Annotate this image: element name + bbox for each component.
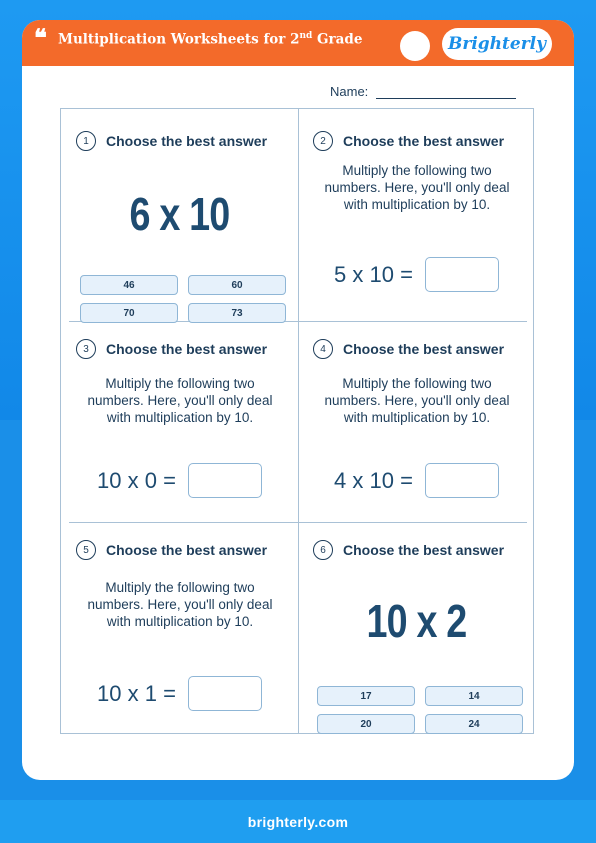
answer-choices bbox=[80, 275, 286, 323]
question-title: Choose the best answer bbox=[106, 133, 268, 149]
question-6 bbox=[298, 522, 535, 735]
quote-icon: ❝ bbox=[34, 23, 47, 52]
question-5 bbox=[61, 522, 298, 735]
question-instructions: Multiply the following two numbers. Here, you'll only deal with multiplication by 10. bbox=[87, 580, 273, 629]
equation-text: 10 x 1 = bbox=[97, 680, 176, 706]
question-number: 2 bbox=[313, 131, 333, 151]
question-number: 4 bbox=[313, 339, 333, 359]
answer-input-box[interactable] bbox=[425, 463, 499, 498]
question-1 bbox=[61, 109, 298, 321]
equation-text: 5 x 10 = bbox=[334, 261, 413, 287]
name-input-line[interactable] bbox=[376, 86, 516, 99]
question-instructions: Multiply the following two numbers. Here, you'll only deal with multiplication by 10. bbox=[324, 163, 510, 212]
brighterly-logo[interactable] bbox=[442, 28, 552, 60]
question-title: Choose the best answer bbox=[343, 133, 505, 149]
answer-choice[interactable]: 17 bbox=[317, 686, 415, 706]
answer-choice[interactable]: 46 bbox=[80, 275, 178, 295]
answer-choice[interactable]: 60 bbox=[188, 275, 286, 295]
header-banner bbox=[22, 20, 574, 66]
questions-grid bbox=[60, 108, 534, 734]
answer-input-box[interactable] bbox=[425, 257, 499, 292]
question-3 bbox=[61, 321, 298, 522]
footer-url[interactable]: brighterly.com bbox=[247, 813, 349, 830]
answer-choices bbox=[317, 686, 523, 734]
question-number: 5 bbox=[76, 540, 96, 560]
question-number: 6 bbox=[313, 540, 333, 560]
answer-choice[interactable]: 20 bbox=[317, 714, 415, 734]
question-instructions: Multiply the following two numbers. Here, you'll only deal with multiplication by 10. bbox=[87, 376, 273, 425]
question-title: Choose the best answer bbox=[343, 542, 505, 558]
answer-input-box[interactable] bbox=[188, 676, 262, 711]
answer-choice[interactable]: 73 bbox=[188, 303, 286, 323]
name-label: Name: bbox=[330, 84, 369, 99]
question-number: 3 bbox=[76, 339, 96, 359]
answer-choice[interactable]: 70 bbox=[80, 303, 178, 323]
equation-display: 10 x 2 bbox=[366, 595, 467, 647]
logo-text: Brighterly bbox=[448, 34, 546, 54]
question-2 bbox=[298, 109, 535, 321]
name-field bbox=[330, 84, 516, 99]
answer-choice[interactable]: 24 bbox=[425, 714, 523, 734]
answer-input-box[interactable] bbox=[188, 463, 262, 498]
question-number: 1 bbox=[76, 131, 96, 151]
question-title: Choose the best answer bbox=[106, 341, 268, 357]
question-title: Choose the best answer bbox=[106, 542, 268, 558]
equation-text: 4 x 10 = bbox=[334, 467, 413, 493]
question-instructions: Multiply the following two numbers. Here, you'll only deal with multiplication by 10. bbox=[324, 376, 510, 425]
worksheet-card bbox=[22, 20, 574, 780]
equation-display: 6 x 10 bbox=[129, 188, 230, 240]
question-4 bbox=[298, 321, 535, 522]
question-title: Choose the best answer bbox=[343, 341, 505, 357]
footer-bar bbox=[0, 800, 596, 843]
answer-choice[interactable]: 14 bbox=[425, 686, 523, 706]
equation-text: 10 x 0 = bbox=[97, 467, 176, 493]
worksheet-title: Multiplication Worksheets for 2nd Grade bbox=[58, 31, 363, 48]
header-circle-decoration bbox=[400, 31, 430, 61]
